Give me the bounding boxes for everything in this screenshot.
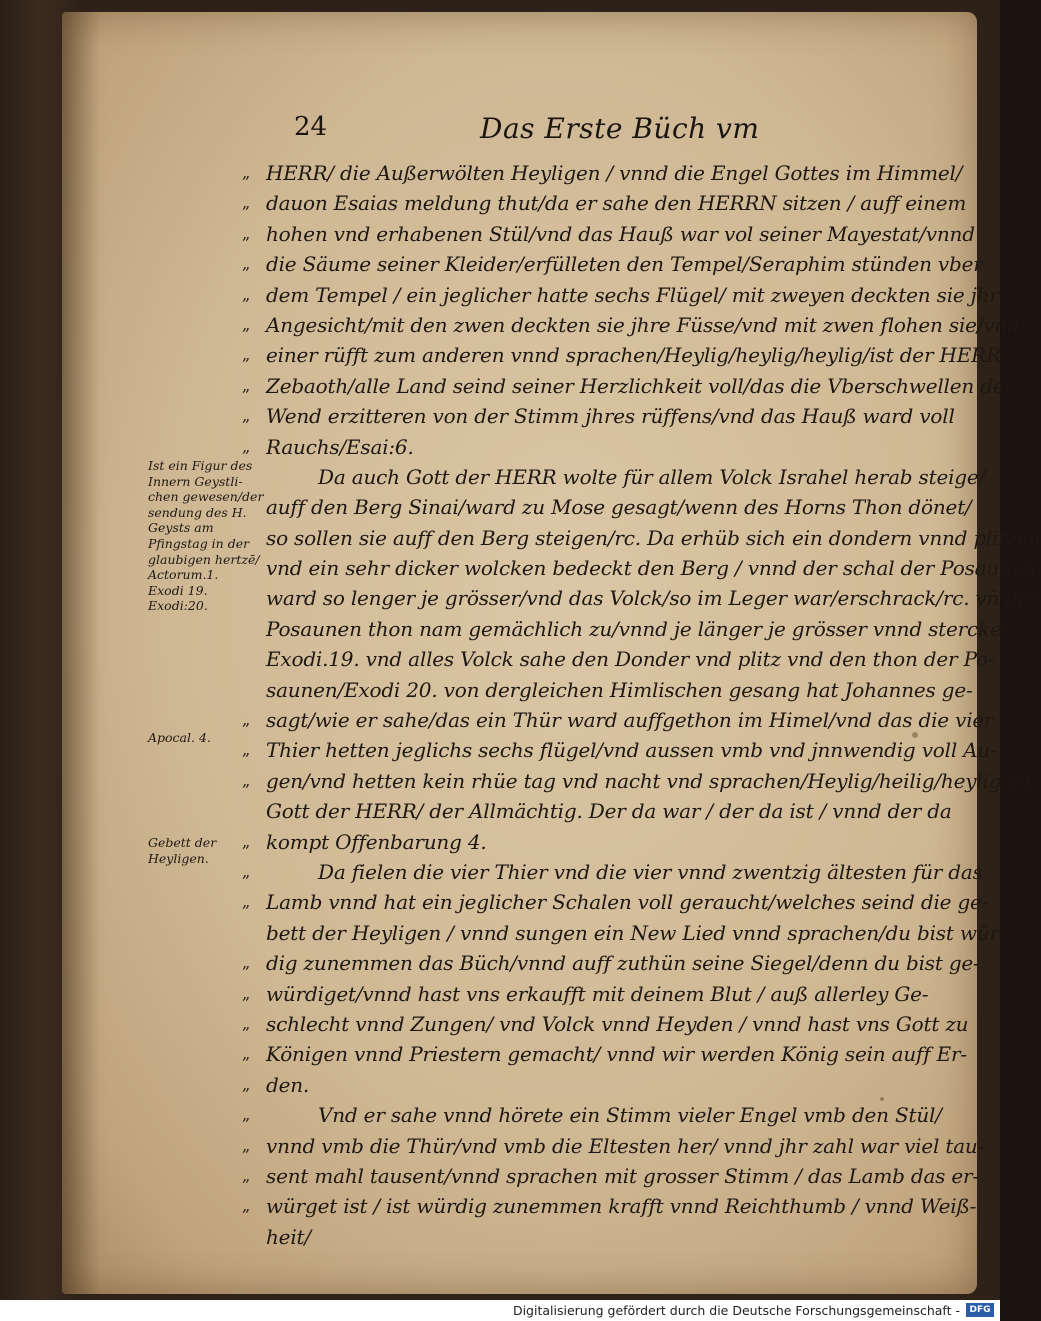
text-line	[242, 766, 1032, 796]
text-line-content: Zebaoth/alle Land seind seiner Herzlichkeit voll/das die Vberschwellen der	[266, 373, 1014, 398]
margin-note: Ist ein Figur des	[148, 458, 253, 473]
page-number: 24	[294, 112, 328, 142]
margin-note: Heyligen.	[148, 851, 209, 866]
text-line	[266, 644, 995, 674]
quotation-mark: „	[242, 254, 251, 274]
text-line-content: heit/	[266, 1224, 311, 1249]
text-line-content: dauon Esaias meldung thut/da er sahe den HERRN sitzen / auff einem	[266, 191, 967, 216]
text-line-content: Posaunen thon nam gemächlich zu/vnnd je länger je grösser vnnd stercker	[266, 616, 1011, 641]
quotation-mark: „	[242, 892, 251, 912]
margin-note: Exodi:20.	[148, 598, 208, 614]
quotation-mark: „	[242, 314, 251, 334]
quotation-mark: „	[242, 345, 251, 365]
text-line	[266, 918, 1006, 948]
text-line-content: ward so lenger je grösser/vnd das Volck/so im Leger war/erschrack/rc. vñ der	[266, 586, 1040, 611]
text-line	[242, 280, 999, 310]
text-line	[266, 553, 1037, 583]
margin-note: chen gewesen/der	[148, 489, 264, 505]
text-line	[242, 1100, 942, 1130]
text-line-content: bett der Heyligen / vnnd sungen ein New Lied vnnd sprachen/du bist wür-	[266, 920, 1006, 945]
text-line-content: dem Tempel / ein jeglicher hatte sechs Flügel/ mit zweyen deckten sie jhr	[266, 282, 999, 307]
quotation-mark: „	[242, 193, 251, 213]
text-line	[266, 523, 1041, 553]
text-line	[242, 1039, 967, 1069]
margin-note: Exodi 19.	[148, 582, 208, 598]
footer-bar	[0, 1300, 1000, 1321]
text-line	[266, 462, 986, 492]
quotation-mark: „	[242, 983, 251, 1003]
text-line-content: sagt/wie er sahe/das ein Thür ward auffgethon im Himel/vnd das die vier	[266, 708, 994, 733]
text-line-content: würdiget/vnnd hast vns erkaufft mit deinem Blut / auß allerley Ge-	[266, 981, 929, 1006]
text-line-content: Rauchs/Esai:6.	[266, 434, 414, 459]
quotation-mark: „	[242, 223, 251, 243]
text-line	[242, 1131, 985, 1161]
text-line-content: Thier hetten jeglichs sechs flügel/vnd aussen vmb vnd jnnwendig voll Au-	[266, 738, 997, 763]
text-line	[266, 492, 972, 522]
text-line	[266, 675, 973, 705]
text-line	[266, 583, 1040, 613]
main-text-block	[242, 158, 1041, 1252]
text-line-content: hohen vnd erhabenen Stül/vnd das Hauß war vol seiner Mayestat/vnnd	[266, 221, 975, 246]
text-line	[266, 1222, 934, 1252]
funding-notice: Digitalisierung gefördert durch die Deutsche Forschungsgemeinschaft -	[512, 1303, 960, 1318]
text-line	[266, 614, 1011, 644]
text-line-content: den.	[266, 1072, 310, 1097]
text-line	[242, 1161, 979, 1191]
margin-note: Pfingstag in der	[148, 536, 250, 551]
text-line	[242, 371, 1014, 401]
quotation-mark: „	[242, 953, 251, 973]
text-line-content: Da auch Gott der HERR wolte für allem Volck Israhel herab steige/	[318, 464, 986, 489]
text-line	[242, 432, 934, 462]
text-line	[242, 401, 955, 431]
quotation-mark: „	[242, 831, 251, 851]
quotation-mark: „	[242, 1105, 251, 1125]
margin-note: Innern Geystli-	[148, 473, 243, 489]
text-line-content: Vnd er sahe vnnd hörete ein Stimm vieler Engel vmb den Stül/	[318, 1103, 942, 1128]
text-line	[242, 705, 994, 735]
margin-note: glaubigen hertzē/	[148, 551, 260, 567]
text-line-content: gen/vnd hetten kein rhüe tag vnd nacht vnd sprachen/Heylig/heilig/heylig ist	[266, 768, 1032, 793]
text-line-content: vnd ein sehr dicker wolcken bedeckt den Berg / vnnd der schal der Posaunen	[266, 556, 1037, 581]
text-line	[242, 979, 934, 1009]
text-line	[242, 249, 983, 279]
text-line	[242, 188, 967, 218]
text-line-content: sent mahl tausent/vnnd sprachen mit grosser Stimm / das Lamb das er-	[266, 1163, 979, 1188]
text-line	[242, 310, 1020, 340]
quotation-mark: „	[242, 1013, 251, 1033]
text-line	[242, 735, 997, 765]
text-line-content: kompt Offenbarung 4.	[266, 829, 487, 854]
text-line-content: Gott der HERR/ der Allmächtig. Der da war / der da ist / vnnd der da	[266, 799, 952, 824]
text-line-content: saunen/Exodi 20. von dergleichen Himlischen gesang hat Johannes ge-	[266, 677, 973, 702]
text-line	[242, 948, 980, 978]
margin-note: Actorum.1.	[148, 567, 219, 583]
text-line	[242, 158, 963, 188]
text-line-content: schlecht vnnd Zungen/ vnd Volck vnnd Heyden / vnnd hast vns Gott zu	[266, 1011, 969, 1036]
text-line	[242, 857, 983, 887]
text-line	[242, 827, 934, 857]
text-line-content: würget ist / ist würdig zunemmen krafft vnnd Reichthumb / vnnd Weiß-	[266, 1194, 977, 1219]
text-line	[242, 1070, 934, 1100]
quotation-mark: „	[242, 740, 251, 760]
dfg-logo: DFG	[966, 1303, 994, 1317]
text-line-content: einer rüfft zum anderen vnnd sprachen/Heylig/heylig/heylig/ist der HERR	[266, 343, 1001, 368]
text-line-content: Angesicht/mit den zwen deckten sie jhre Füsse/vnd mit zwen flohen sie/vnd	[266, 312, 1020, 337]
text-line-content: Königen vnnd Priestern gemacht/ vnnd wir werden König sein auff Er-	[266, 1042, 967, 1067]
margin-note: Apocal. 4.	[148, 730, 211, 745]
text-line-content: Da fielen die vier Thier vnd die vier vnnd zwentzig ältesten für das	[318, 859, 983, 884]
text-line-content: so sollen sie auff den Berg steigen/rc. Da erhüb sich ein dondern vnnd plitzen	[266, 525, 1041, 550]
quotation-mark: „	[242, 861, 251, 881]
margin-note: Gebett der	[148, 835, 217, 850]
running-title: Das Erste Büch vm	[480, 112, 760, 145]
quotation-mark: „	[242, 710, 251, 730]
quotation-mark: „	[242, 284, 251, 304]
text-line	[242, 219, 975, 249]
page-header	[0, 112, 1000, 152]
quotation-mark: „	[242, 1135, 251, 1155]
text-line-content: HERR/ die Außerwölten Heyligen / vnnd die Engel Gottes im Himmel/	[266, 161, 963, 185]
text-line-content: Lamb vnnd hat ein jeglicher Schalen voll geraucht/welches seind die ge-	[266, 890, 989, 915]
text-line	[242, 340, 1001, 370]
margin-note: sendung des H.	[148, 504, 247, 520]
text-line-content: Exodi.19. vnd alles Volck sahe den Donder vnd plitz vnd den thon der Po-	[266, 647, 995, 672]
quotation-mark: „	[242, 1165, 251, 1185]
quotation-mark: „	[242, 375, 251, 395]
quotation-mark: „	[242, 163, 251, 182]
text-line-content: dig zunemmen das Büch/vnnd auff zuthün seine Siegel/denn du bist ge-	[266, 951, 980, 976]
quotation-mark: „	[242, 406, 251, 426]
text-line-content: auff den Berg Sinai/ward zu Mose gesagt/wenn des Horns Thon dönet/	[266, 495, 972, 520]
text-line	[242, 1191, 977, 1221]
quotation-mark: „	[242, 436, 251, 456]
quotation-mark: „	[242, 1074, 251, 1094]
quotation-mark: „	[242, 1196, 251, 1216]
text-line	[266, 796, 952, 826]
text-line	[242, 1009, 969, 1039]
margin-note: Geysts am	[148, 520, 214, 536]
text-line	[242, 887, 989, 917]
text-line-content: vnnd vmb die Thür/vnd vmb die Eltesten her/ vnnd jhr zahl war viel tau-	[266, 1133, 985, 1158]
text-line-content: die Säume seiner Kleider/erfülleten den Tempel/Seraphim stünden vber	[266, 252, 983, 277]
quotation-mark: „	[242, 1044, 251, 1064]
text-line-content: Wend erzitteren von der Stimm jhres rüffens/vnd das Hauß ward voll	[266, 404, 955, 429]
quotation-mark: „	[242, 770, 251, 790]
